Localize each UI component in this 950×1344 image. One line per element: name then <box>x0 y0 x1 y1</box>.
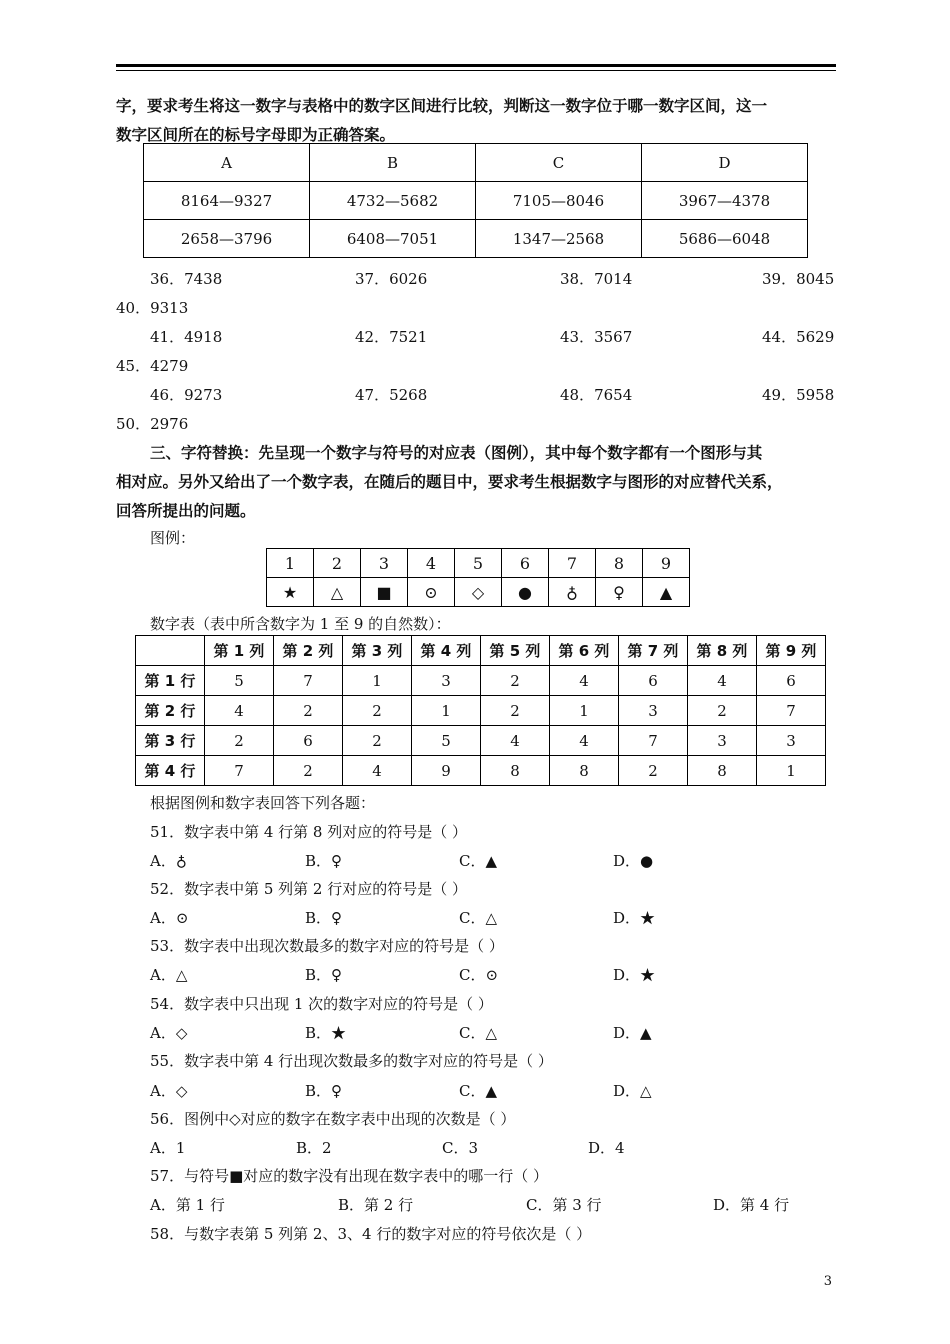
range-cell: 3967—4378 <box>642 182 808 220</box>
digit-cell: 4 <box>688 666 757 696</box>
legend-number: 5 <box>455 549 502 578</box>
col-header: 第 9 列 <box>757 636 826 666</box>
range-cell: 8164—9327 <box>144 182 310 220</box>
col-header: 第 5 列 <box>481 636 550 666</box>
digit-table-caption: 数字表（表中所含数字为 1 至 9 的自然数）： <box>150 615 451 633</box>
header-rule-thick <box>116 64 836 67</box>
digit-cell: 1 <box>343 666 412 696</box>
digit-cell: 1 <box>757 756 826 786</box>
digit-cell: 8 <box>550 756 619 786</box>
question-52-option-b: B．♀ <box>305 909 342 927</box>
question-57-option-b: B．第 2 行 <box>338 1196 414 1214</box>
question-54-option-d: D．▲ <box>613 1024 652 1042</box>
digit-cell: 2 <box>481 666 550 696</box>
range-cell: 1347—2568 <box>476 220 642 258</box>
digit-cell: 2 <box>274 756 343 786</box>
item-42: 42．7521 <box>355 328 428 346</box>
item-44: 44．5629 <box>762 328 835 346</box>
section3-line-1: 三、字符替换：先呈现一个数字与符号的对应表（图例），其中每个数字都有一个图形与其 <box>150 444 763 462</box>
legend-table <box>266 548 690 607</box>
question-57-option-d: D．第 4 行 <box>713 1196 790 1214</box>
row-header: 第 2 行 <box>136 696 205 726</box>
digit-cell: 2 <box>343 696 412 726</box>
intro-line-1: 字，要求考生将这一数字与表格中的数字区间进行比较，判断这一数字位于哪一数字区间，这一 <box>116 97 768 115</box>
digit-cell: 2 <box>205 726 274 756</box>
digit-cell: 1 <box>550 696 619 726</box>
earth-symbol-icon: ♁ <box>549 578 596 607</box>
question-51-option-d: D．● <box>613 852 654 870</box>
digit-cell: 3 <box>412 666 481 696</box>
square-filled-icon: ■ <box>361 578 408 607</box>
digit-cell: 6 <box>274 726 343 756</box>
legend-number: 3 <box>361 549 408 578</box>
question-54-option-c: C．△ <box>459 1024 498 1042</box>
triangle-outline-icon: △ <box>314 578 361 607</box>
digit-cell: 3 <box>757 726 826 756</box>
question-52-option-d: D．★ <box>613 909 656 927</box>
question-57-option-c: C．第 3 行 <box>526 1196 602 1214</box>
digit-cell: 5 <box>205 666 274 696</box>
digit-cell: 2 <box>481 696 550 726</box>
question-55-stem: 55．数字表中第 4 行出现次数最多的数字对应的符号是（ ） <box>150 1052 553 1070</box>
digit-cell: 8 <box>481 756 550 786</box>
digit-cell: 2 <box>688 696 757 726</box>
answer-prompt: 根据图例和数字表回答下列各题： <box>150 794 376 812</box>
item-40: 40．9313 <box>116 299 189 317</box>
question-53-option-a: A．△ <box>150 966 188 984</box>
col-header: 第 1 列 <box>205 636 274 666</box>
range-cell: 7105—8046 <box>476 182 642 220</box>
item-49: 49．5958 <box>762 386 835 404</box>
question-54-option-a: A．◇ <box>150 1024 188 1042</box>
digit-cell: 2 <box>619 756 688 786</box>
digit-cell: 9 <box>412 756 481 786</box>
triangle-filled-icon: ▲ <box>643 578 690 607</box>
question-53-stem: 53．数字表中出现次数最多的数字对应的符号是（ ） <box>150 937 504 955</box>
question-52-option-c: C．△ <box>459 909 498 927</box>
section3-line-2: 相对应。另外又给出了一个数字表，在随后的题目中，要求考生根据数字与图形的对应替代关系， <box>116 473 783 491</box>
legend-label: 图例： <box>150 529 196 547</box>
col-header: 第 8 列 <box>688 636 757 666</box>
digit-cell: 3 <box>688 726 757 756</box>
range-cell: 6408—7051 <box>310 220 476 258</box>
digit-cell: 2 <box>274 696 343 726</box>
range-header-b: B <box>310 144 476 182</box>
legend-number: 8 <box>596 549 643 578</box>
question-56-option-b: B．2 <box>296 1139 332 1157</box>
digit-cell: 7 <box>757 696 826 726</box>
circle-filled-icon: ● <box>502 578 549 607</box>
digit-cell: 4 <box>550 726 619 756</box>
item-36: 36．7438 <box>150 270 223 288</box>
range-cell: 2658—3796 <box>144 220 310 258</box>
question-58-stem: 58．与数字表第 5 列第 2、3、4 行的数字对应的符号依次是（ ） <box>150 1225 592 1243</box>
item-47: 47．5268 <box>355 386 428 404</box>
digit-cell: 6 <box>757 666 826 696</box>
range-header-a: A <box>144 144 310 182</box>
question-52-option-a: A．⊙ <box>150 909 189 927</box>
col-header: 第 7 列 <box>619 636 688 666</box>
range-cell: 4732—5682 <box>310 182 476 220</box>
question-56-option-d: D．4 <box>588 1139 625 1157</box>
range-table <box>143 143 808 258</box>
legend-number: 9 <box>643 549 690 578</box>
question-52-stem: 52．数字表中第 5 列第 2 行对应的符号是（ ） <box>150 880 468 898</box>
digit-cell: 4 <box>343 756 412 786</box>
question-51-option-c: C．▲ <box>459 852 498 870</box>
legend-number: 2 <box>314 549 361 578</box>
question-54-option-b: B．★ <box>305 1024 347 1042</box>
digit-cell: 4 <box>550 666 619 696</box>
row-header: 第 4 行 <box>136 756 205 786</box>
intro-line-2: 数字区间所在的标号字母即为正确答案。 <box>116 126 396 144</box>
question-53-option-c: C．⊙ <box>459 966 499 984</box>
range-cell: 5686—6048 <box>642 220 808 258</box>
question-55-option-b: B．♀ <box>305 1082 342 1100</box>
item-37: 37．6026 <box>355 270 428 288</box>
circled-dot-icon: ⊙ <box>408 578 455 607</box>
question-55-option-c: C．▲ <box>459 1082 498 1100</box>
question-51-option-b: B．♀ <box>305 852 342 870</box>
question-51-stem: 51．数字表中第 4 行第 8 列对应的符号是（ ） <box>150 823 468 841</box>
digit-cell: 5 <box>412 726 481 756</box>
col-header: 第 3 列 <box>343 636 412 666</box>
digit-table-corner <box>136 636 205 666</box>
digit-table <box>135 635 826 786</box>
digit-cell: 2 <box>343 726 412 756</box>
row-header: 第 3 行 <box>136 726 205 756</box>
question-56-stem: 56．图例中◇对应的数字在数字表中出现的次数是（ ） <box>150 1110 516 1128</box>
question-53-option-b: B．♀ <box>305 966 342 984</box>
row-header: 第 1 行 <box>136 666 205 696</box>
digit-cell: 1 <box>412 696 481 726</box>
digit-cell: 4 <box>205 696 274 726</box>
digit-cell: 7 <box>274 666 343 696</box>
question-55-option-a: A．◇ <box>150 1082 188 1100</box>
legend-number: 4 <box>408 549 455 578</box>
question-54-stem: 54．数字表中只出现 1 次的数字对应的符号是（ ） <box>150 995 493 1013</box>
digit-cell: 4 <box>481 726 550 756</box>
question-57-stem: 57．与符号■对应的数字没有出现在数字表中的哪一行（ ） <box>150 1167 549 1185</box>
star-icon: ★ <box>267 578 314 607</box>
item-43: 43．3567 <box>560 328 633 346</box>
digit-cell: 7 <box>619 726 688 756</box>
col-header: 第 2 列 <box>274 636 343 666</box>
item-38: 38．7014 <box>560 270 633 288</box>
question-56-option-c: C．3 <box>442 1139 479 1157</box>
digit-cell: 3 <box>619 696 688 726</box>
legend-number: 1 <box>267 549 314 578</box>
col-header: 第 6 列 <box>550 636 619 666</box>
item-45: 45．4279 <box>116 357 189 375</box>
digit-cell: 8 <box>688 756 757 786</box>
item-41: 41．4918 <box>150 328 223 346</box>
legend-number: 7 <box>549 549 596 578</box>
female-symbol-icon: ♀ <box>596 578 643 607</box>
range-header-c: C <box>476 144 642 182</box>
digit-cell: 6 <box>619 666 688 696</box>
item-39: 39．8045 <box>762 270 835 288</box>
question-56-option-a: A．1 <box>150 1139 186 1157</box>
digit-cell: 7 <box>205 756 274 786</box>
diamond-outline-icon: ◇ <box>455 578 502 607</box>
question-55-option-d: D．△ <box>613 1082 652 1100</box>
question-53-option-d: D．★ <box>613 966 656 984</box>
item-50: 50．2976 <box>116 415 189 433</box>
header-rule-thin <box>116 70 836 71</box>
question-51-option-a: A．♁ <box>150 852 187 870</box>
question-57-option-a: A．第 1 行 <box>150 1196 225 1214</box>
section3-line-3: 回答所提出的问题。 <box>116 502 256 520</box>
range-header-d: D <box>642 144 808 182</box>
item-48: 48．7654 <box>560 386 633 404</box>
page-number: 3 <box>823 1274 832 1289</box>
col-header: 第 4 列 <box>412 636 481 666</box>
item-46: 46．9273 <box>150 386 223 404</box>
legend-number: 6 <box>502 549 549 578</box>
